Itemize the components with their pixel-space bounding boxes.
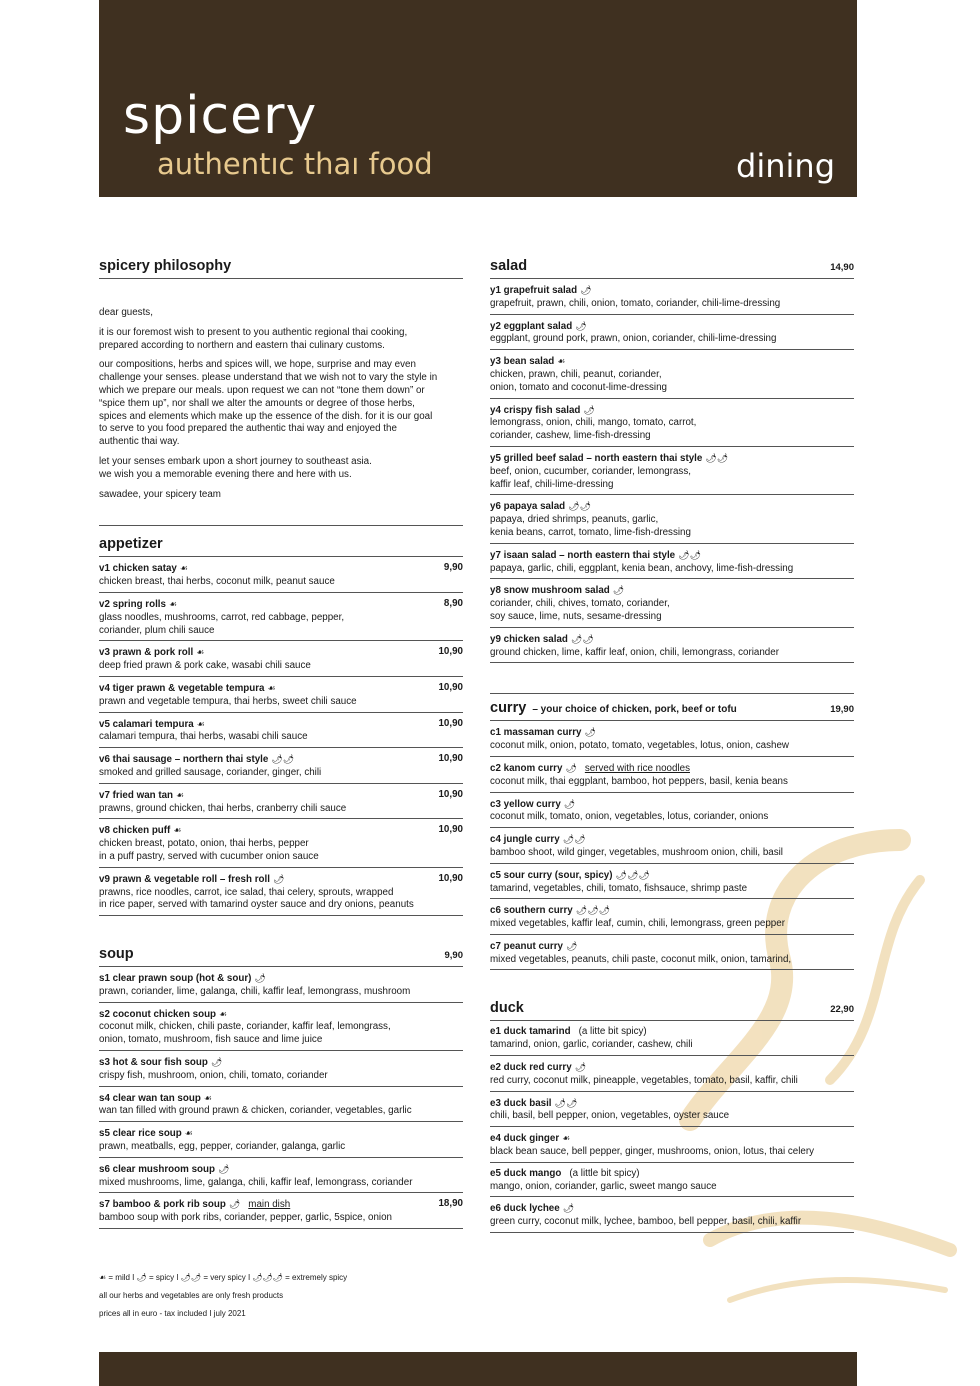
menu-item-name: s1 clear prawn soup (hot & sour)	[99, 973, 252, 985]
spice-level-icon: 🌶	[563, 798, 576, 809]
menu-item	[490, 721, 854, 757]
menu-item-description: calamari tempura, thai herbs, wasabi chili sauce	[99, 731, 308, 743]
menu-item-head	[490, 1061, 854, 1075]
menu-item-note: main dish	[248, 1199, 291, 1211]
spice-level-icon: ☙	[557, 356, 566, 367]
fresh-note: all our herbs and vegetables are only fresh products	[99, 1291, 284, 1300]
spice-level-icon: 🌶	[565, 762, 577, 773]
menu-item-title	[490, 500, 591, 514]
menu-item-name: c3 yellow curry	[490, 798, 561, 810]
menu-item-title	[490, 1097, 577, 1111]
spice-level-icon: 🌶	[562, 1203, 575, 1214]
menu-item-price: 8,90	[443, 597, 463, 609]
spice-level-icon: 🌶🌶	[570, 633, 594, 644]
duck-section	[490, 1000, 854, 1233]
section-price: 9,90	[444, 950, 463, 962]
spice-key: ☙ = mild I 🌶 = spicy I 🌶🌶 = very spicy I 🌶🌶🌶 = extremely spicy	[99, 1273, 348, 1282]
spice-level-icon: 🌶🌶🌶	[615, 869, 650, 880]
menu-item	[490, 495, 854, 543]
section-header	[99, 536, 463, 557]
menu-item-head	[490, 904, 854, 918]
menu-item	[490, 757, 854, 793]
philosophy-section	[99, 258, 463, 526]
menu-item-title	[99, 1056, 222, 1070]
menu-item-head	[99, 682, 463, 696]
menu-item-name: y7 isaan salad – north eastern thai style	[490, 549, 676, 561]
menu-item-title	[99, 1163, 229, 1177]
menu-item-name: y3 bean salad	[490, 356, 555, 368]
menu-item-description: smoked and grilled sausage, coriander, ginger, chili	[99, 766, 322, 778]
menu-item-name: y1 grapefruit salad	[490, 285, 578, 296]
paragraph: our compositions, herbs and spices will, we hope, surprise and may even challenge your senses. please understand that we wish not to vary the style in which we prepare our meals. upon request we can not “tone them down” or “spice them up”, nor shall we alter the amounts or degree of those herbs, spices and elements which make up the essence of the dish. for it is our goal to serve to you food prepared the authentic thai way and enjoyed the authentic thai way.	[99, 359, 438, 448]
spice-level-icon: 🌶	[612, 585, 625, 596]
spice-level-icon: ☙	[176, 789, 185, 800]
menu-item-name: e3 duck basil	[490, 1097, 552, 1109]
menu-item	[99, 593, 463, 641]
spice-level-icon: 🌶🌶	[568, 501, 592, 512]
menu-item-title	[490, 1061, 586, 1075]
menu-item-name: v2 spring rolls	[99, 598, 166, 610]
menu-item-head	[490, 500, 854, 514]
menu-item-name: v5 calamari tempura	[99, 718, 194, 730]
menu-item	[99, 713, 463, 749]
spice-level-icon: 🌶	[272, 873, 285, 884]
menu-item-name: e4 duck ginger	[490, 1133, 560, 1145]
spice-level-icon: 🌶🌶	[554, 1097, 578, 1108]
menu-item-price: 10,90	[438, 717, 463, 729]
menu-item-head	[490, 798, 854, 812]
spice-level-icon: 🌶🌶	[705, 452, 729, 463]
right-column	[490, 258, 854, 1233]
spice-level-icon: 🌶	[584, 727, 596, 738]
menu-item-description: chili, basil, bell pepper, onion, vegetables, oyster sauce	[490, 1110, 730, 1122]
menu-item-head	[99, 873, 463, 887]
menu-item-description: deep fried prawn & pork cake, wasabi chili sauce	[99, 660, 311, 672]
menu-item-description: glass noodles, mushrooms, carrot, red cabbage, pepper, coriander, plum chili sauce	[99, 611, 345, 636]
item-list	[490, 1021, 854, 1233]
menu-item	[99, 641, 463, 677]
menu-item-title	[490, 452, 728, 466]
spice-level-icon: 🌶	[217, 1163, 230, 1174]
menu-item-head	[490, 726, 854, 740]
menu-item-title	[99, 598, 177, 612]
appetizer-section	[99, 536, 463, 916]
section-title: spicery philosophy	[99, 258, 232, 274]
menu-item-head	[490, 355, 854, 369]
menu-item-title	[490, 584, 624, 598]
menu-item-head	[490, 1132, 854, 1146]
menu-item-title	[99, 873, 284, 887]
spice-level-icon: 🌶🌶	[562, 834, 586, 845]
menu-item-name: c4 jungle curry	[490, 834, 560, 846]
menu-item-name: e5 duck mango	[490, 1167, 562, 1179]
menu-item-description: grapefruit, prawn, chili, onion, tomato, coriander, chili-lime-dressing	[490, 297, 781, 309]
menu-item	[99, 1193, 463, 1229]
menu-item-description: coriander, chili, chives, tomato, coriander, soy sauce, lime, nuts, sesame-dressing	[490, 598, 670, 622]
menu-item-description: coconut milk, onion, potato, tomato, vegetables, lotus, onion, cashew	[490, 740, 789, 752]
spice-level-icon: 🌶	[583, 404, 595, 415]
spice-level-icon: 🌶	[580, 285, 592, 295]
menu-item-name: e6 duck lychee	[490, 1203, 560, 1215]
menu-item	[490, 935, 854, 971]
spice-level-icon: 🌶🌶	[271, 754, 295, 765]
menu-item-price: 10,90	[438, 824, 463, 836]
menu-item-title	[490, 904, 610, 918]
menu-item-price: 10,90	[438, 872, 463, 884]
menu-item-description: prawns, ground chicken, thai herbs, cranberry chili sauce	[99, 802, 347, 814]
section-title: duck	[490, 1000, 524, 1017]
menu-item	[99, 967, 463, 1003]
menu-item-head	[99, 1056, 463, 1070]
menu-item-head	[490, 1097, 854, 1111]
menu-item-title	[490, 320, 587, 334]
menu-item-description: bamboo shoot, wild ginger, vegetables, mushroom onion, chili, basil	[490, 846, 783, 858]
section-subtitle: – your choice of chicken, pork, beef or tofu	[532, 704, 737, 716]
menu-item-head	[490, 940, 854, 954]
menu-item	[490, 793, 854, 829]
menu-item-head	[490, 1202, 854, 1216]
menu-item	[99, 784, 463, 820]
spice-level-icon: 🌶	[565, 940, 578, 951]
menu-item-description: coconut milk, thai eggplant, bamboo, hot peppers, basil, kenia beans	[490, 775, 788, 787]
logo: spicery	[123, 86, 318, 146]
menu-item-note: served with rice noodles	[584, 762, 690, 774]
menu-item-name: s3 hot & sour fish soup	[99, 1057, 208, 1069]
menu-item	[490, 544, 854, 580]
menu-item	[99, 819, 463, 867]
legend	[99, 1273, 347, 1327]
menu-item	[99, 1003, 463, 1051]
menu-item-name: v6 thai sausage – northern thai style	[99, 754, 269, 766]
menu-item-title	[490, 404, 595, 418]
spice-level-icon: ☙	[562, 1133, 571, 1144]
spice-level-icon: 🌶🌶	[678, 549, 701, 560]
paragraph: dear guests,	[99, 307, 153, 318]
item-list	[99, 557, 463, 916]
salad-section	[490, 258, 854, 663]
menu-item-title	[490, 798, 575, 812]
menu-item-description: black bean sauce, bell pepper, ginger, mushrooms, onion, lotus, thai celery	[490, 1146, 815, 1158]
menu-item-head	[490, 833, 854, 847]
menu-item-description: prawn and vegetable tempura, thai herbs, sweet chili sauce	[99, 695, 357, 707]
menu-item-price: 10,90	[438, 753, 463, 765]
menu-item-description: papaya, garlic, chili, eggplant, kenia bean, anchovy, lime-fish-dressing	[490, 562, 794, 574]
soup-section	[99, 946, 463, 1229]
curry-section	[490, 693, 854, 970]
menu-item	[490, 399, 854, 447]
spice-level-icon: 🌶	[228, 1199, 241, 1210]
menu-item-description: beef, onion, cucumber, coriander, lemongrass, kaffir leaf, chili-lime-dressing	[490, 465, 691, 490]
menu-item-description: bamboo soup with pork ribs, coriander, pepper, garlic, 5spice, onion	[99, 1212, 392, 1224]
menu-item-head	[490, 762, 854, 776]
menu-item-name: v9 prawn & vegetable roll – fresh roll	[99, 873, 270, 885]
section-title: soup	[99, 946, 134, 963]
menu-item-price: 18,90	[438, 1198, 463, 1210]
menu-item	[490, 628, 854, 664]
menu-item-name: c7 peanut curry	[490, 940, 563, 952]
spice-level-icon: 🌶🌶🌶	[575, 905, 611, 916]
menu-item-head	[99, 1092, 463, 1106]
menu-item-title	[99, 753, 294, 767]
menu-item-description: wan tan filled with ground prawn & chicken, coriander, vegetables, garlic	[99, 1105, 412, 1117]
menu-item-head	[490, 549, 854, 563]
menu-item-head	[99, 1163, 463, 1177]
menu-item-description: papaya, dried shrimps, peanuts, garlic, kenia beans, carrot, tomato, lime-fish-dressing	[490, 514, 691, 538]
menu-item-title	[99, 789, 184, 803]
menu-item	[490, 1127, 854, 1163]
menu-item-head	[99, 1127, 463, 1141]
spice-level-icon: ☙	[184, 1128, 193, 1139]
menu-item-name: y9 chicken salad	[490, 633, 568, 645]
spice-level-icon: 🌶	[254, 973, 266, 984]
menu-item-head	[490, 633, 854, 647]
menu-item-description: green curry, coconut milk, lychee, bamboo, bell pepper, basil, chili, kaffir	[490, 1216, 802, 1228]
menu-item-name: c2 kanom curry	[490, 762, 563, 774]
menu-item-name: e1 duck tamarind	[490, 1026, 571, 1038]
menu-item-description: chicken, prawn, chili, peanut, coriander, onion, tomato and coconut-lime-dressing	[490, 368, 667, 393]
section-header	[490, 258, 854, 279]
menu-item-description: mixed mushrooms, lime, galanga, chili, kaffir leaf, lemongrass, coriander	[99, 1176, 413, 1188]
menu-item-description: lemongrass, onion, chili, mango, tomato, carrot, coriander, cashew, lime-fish-dressing	[490, 417, 697, 442]
menu-item-title	[490, 726, 596, 740]
menu-item-title	[99, 1092, 212, 1106]
spice-level-icon: 🌶	[210, 1057, 223, 1068]
menu-item-head	[99, 789, 463, 803]
menu-item-title	[490, 549, 701, 563]
menu-item	[490, 1021, 854, 1056]
menu-item-title	[490, 1168, 640, 1181]
menu-item-head	[490, 1026, 854, 1039]
spice-level-icon: 🌶	[574, 1062, 587, 1073]
menu-item-head	[99, 824, 463, 838]
menu-item-title	[490, 1132, 570, 1146]
menu-item	[490, 1056, 854, 1092]
menu-item-title	[99, 972, 266, 986]
section-price: 19,90	[830, 704, 854, 716]
menu-item-description: prawn, meatballs, egg, pepper, coriander, galanga, garlic	[99, 1141, 346, 1153]
spice-level-icon: ☙	[196, 647, 205, 658]
menu-label: dining	[736, 147, 835, 185]
menu-item-description: ground chicken, lime, kaffir leaf, onion, chili, lemongrass, coriander	[490, 646, 779, 658]
menu-item-head	[99, 1008, 463, 1022]
menu-item-title	[99, 1127, 193, 1141]
menu-item	[99, 677, 463, 713]
menu-item-price: 10,90	[438, 681, 463, 693]
menu-item-name: e2 duck red curry	[490, 1062, 572, 1074]
menu-item	[99, 1122, 463, 1158]
menu-item-description: tamarind, vegetables, chili, tomato, fishsauce, shrimp paste	[490, 882, 748, 894]
menu-item-description: crispy fish, mushroom, onion, chili, tomato, coriander	[99, 1069, 328, 1081]
menu-item-name: y5 grilled beef salad – north eastern thai style	[490, 452, 703, 464]
menu-item-note: (a litte bit spicy)	[578, 1026, 647, 1038]
spice-level-icon: ☙	[196, 718, 205, 729]
menu-item-name: s7 bamboo & pork rib soup	[99, 1199, 226, 1211]
menu-item-head	[99, 718, 463, 732]
menu-item-name: y2 eggplant salad	[490, 320, 573, 332]
spice-level-icon: ☙	[179, 563, 188, 574]
menu-item-description: coconut milk, tomato, onion, vegetables, lotus, coriander, onions	[490, 811, 769, 823]
menu-item-title	[99, 562, 188, 576]
menu-item-description: chicken breast, potato, onion, thai herbs, pepper in a puff pastry, served with cucumber onion sauce	[99, 838, 319, 862]
spice-level-icon: ☙	[168, 598, 178, 609]
menu-item	[490, 1163, 854, 1198]
menu-item-name: v1 chicken satay	[99, 563, 177, 575]
spice-level-icon: ☙	[203, 1092, 212, 1103]
menu-item-name: y6 papaya salad	[490, 501, 566, 513]
section-header	[99, 258, 463, 279]
menu-item	[99, 1158, 463, 1194]
menu-item-title	[99, 718, 205, 732]
section-title-text: curry	[490, 700, 527, 717]
menu-item-name: s2 coconut chicken soup	[99, 1008, 217, 1020]
spice-level-icon: ☙	[219, 1008, 228, 1019]
menu-item-name: v7 fried wan tan	[99, 789, 174, 801]
menu-item	[490, 447, 854, 495]
menu-item-head	[490, 869, 854, 883]
menu-item-description: mixed vegetables, peanuts, chili paste, coconut milk, onion, tamarind,	[490, 953, 792, 965]
left-column	[99, 258, 463, 1229]
menu-item-description: mango, onion, coriander, garlic, sweet mango sauce	[490, 1180, 717, 1192]
menu-item-title	[99, 646, 204, 660]
menu-item	[99, 1087, 463, 1123]
section-header	[99, 946, 463, 967]
menu-item-head	[490, 284, 854, 298]
menu-item-price: 9,90	[443, 562, 463, 574]
paragraph: sawadee, your spicery team	[99, 488, 221, 500]
spice-level-icon: ☙	[267, 682, 276, 693]
paragraph: it is our foremost wish to present to you authentic regional thai cooking, prepared according to northern and eastern thai culinary customs.	[99, 326, 408, 351]
menu-item-head	[490, 452, 854, 466]
menu-item-name: s4 clear wan tan soup	[99, 1092, 201, 1104]
menu-item-title	[490, 284, 592, 298]
menu-item-description: chicken breast, thai herbs, coconut milk, peanut sauce	[99, 576, 335, 588]
menu-item-price: 10,90	[438, 788, 463, 800]
section-title: salad	[490, 258, 528, 274]
menu-item	[490, 579, 854, 627]
menu-item-title	[99, 1008, 227, 1022]
menu-item-name: s5 clear rice soup	[99, 1128, 182, 1140]
spice-level-icon: 🌶	[575, 320, 587, 331]
menu-item-title	[490, 762, 690, 776]
menu-item-head	[99, 1198, 463, 1212]
menu-item-title	[99, 682, 276, 696]
menu-item-price: 10,90	[438, 646, 463, 658]
menu-item	[490, 350, 854, 398]
menu-item-head	[99, 972, 463, 986]
menu-item	[490, 1197, 854, 1233]
menu-item-title	[490, 355, 565, 369]
menu-item	[99, 1051, 463, 1087]
menu-item	[490, 279, 854, 315]
menu-item	[490, 864, 854, 900]
menu-item	[490, 899, 854, 935]
menu-item-title	[490, 633, 594, 647]
section-price: 22,90	[830, 1004, 854, 1016]
menu-item-name: y4 crispy fish salad	[490, 404, 581, 416]
menu-item-head	[490, 320, 854, 334]
section-price: 14,90	[830, 262, 854, 273]
menu-item-head	[490, 404, 854, 418]
spice-level-icon: ☙	[173, 825, 182, 836]
menu-item	[99, 557, 463, 593]
menu-item-head	[99, 562, 463, 576]
menu-item-name: v4 tiger prawn & vegetable tempura	[99, 682, 265, 694]
paragraph: let your senses embark upon a short journey to southeast asia. we wish you a memorable evening there and here with us.	[99, 455, 372, 480]
item-list	[490, 721, 854, 970]
menu-item-title	[490, 1202, 574, 1216]
menu-item-name: c6 southern curry	[490, 905, 573, 917]
menu-item-name: v3 prawn & pork roll	[99, 647, 194, 659]
menu-item-head	[490, 1168, 854, 1181]
footer-banner	[99, 1352, 857, 1386]
menu-item-name: c5 sour curry (sour, spicy)	[490, 869, 613, 881]
section-header	[490, 700, 854, 721]
menu-item-note: (a little bit spicy)	[569, 1167, 640, 1179]
menu-item-name: y8 snow mushroom salad	[490, 585, 610, 597]
header-banner	[99, 0, 857, 197]
menu-item-title	[99, 1198, 290, 1212]
menu-item-head	[99, 646, 463, 660]
menu-item	[99, 748, 463, 784]
section-title: appetizer	[99, 536, 163, 553]
menu-item-description: coconut milk, chicken, chili paste, coriander, kaffir leaf, lemongrass, onion, tomato, mushroom, fish sauce and lime juice	[99, 1021, 391, 1046]
menu-item-head	[490, 584, 854, 598]
menu-item	[99, 868, 463, 916]
menu-item-title	[490, 940, 577, 954]
menu-item-description: prawns, rice noodles, carrot, ice salad, thai celery, sprouts, wrapped in rice paper, served with tamarind oyster sauce and dry onions, peanuts	[99, 886, 414, 911]
philosophy-text	[99, 279, 463, 501]
section-title	[490, 700, 737, 716]
menu-item-description: red curry, coconut milk, pineapple, vegetables, tomato, basil, kaffir, chili	[490, 1074, 798, 1086]
menu-item-title	[490, 869, 650, 883]
price-note: prices all in euro - tax included I july 2021	[99, 1309, 246, 1318]
menu-item-name: c1 massaman curry	[490, 727, 582, 739]
menu-item	[490, 828, 854, 864]
menu-item-description: tamarind, onion, garlic, coriander, cashew, chili	[490, 1039, 693, 1051]
menu-item-title	[490, 833, 586, 847]
menu-item-head	[99, 753, 463, 767]
item-list	[490, 279, 854, 663]
menu-item-name: v8 chicken puff	[99, 825, 171, 837]
tagline: authentıc thaı food	[157, 147, 433, 181]
menu-item-head	[99, 598, 463, 612]
menu-item-description: prawn, coriander, lime, galanga, chili, kaffir leaf, lemongrass, mushroom	[99, 985, 411, 997]
menu-item	[490, 315, 854, 351]
menu-item	[490, 1092, 854, 1128]
menu-item-title	[99, 824, 181, 838]
item-list	[99, 967, 463, 1229]
menu-item-title	[490, 1026, 647, 1039]
menu-item-description: mixed vegetables, kaffir leaf, cumin, chili, lemongrass, green pepper	[490, 918, 785, 930]
section-header	[490, 1000, 854, 1021]
menu-item-description: eggplant, ground pork, prawn, onion, coriander, chili-lime-dressing	[490, 333, 777, 345]
menu-item-name: s6 clear mushroom soup	[99, 1163, 215, 1175]
